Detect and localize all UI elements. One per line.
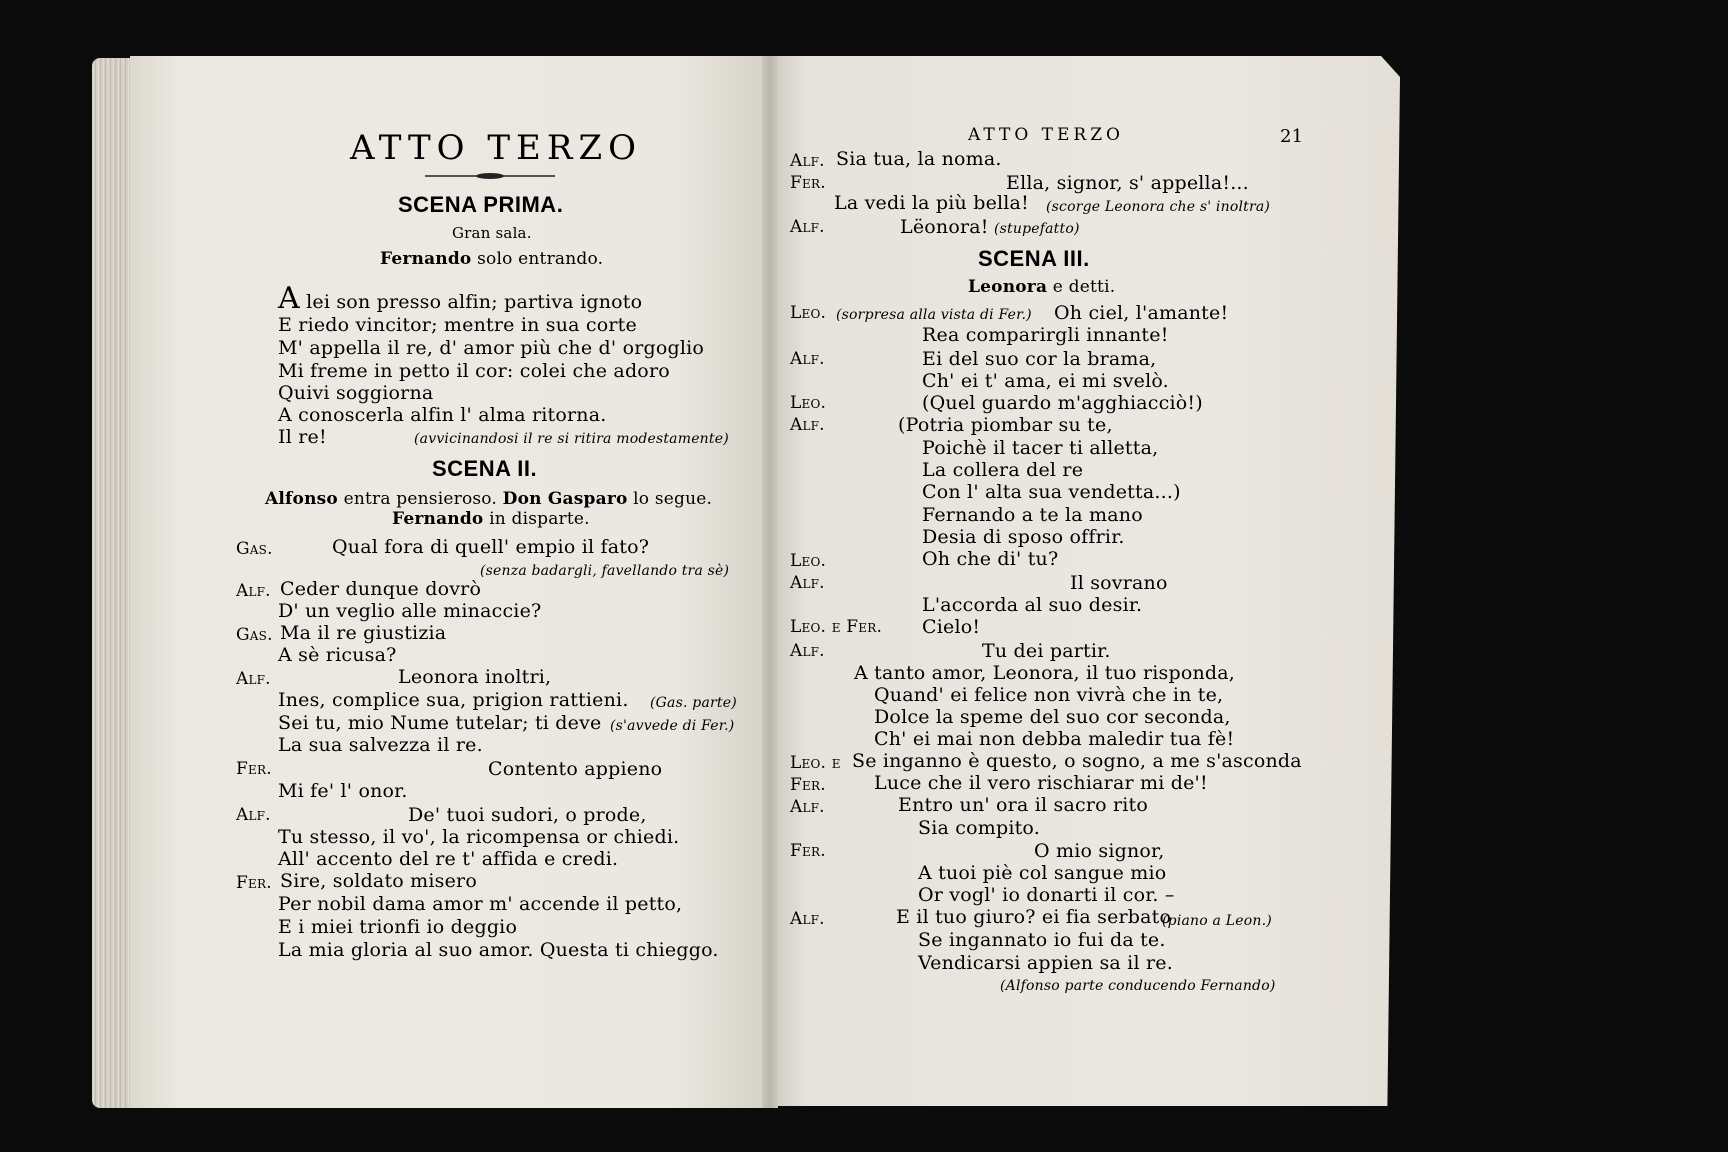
stage-direction: (scorge Leonora che s' inoltra) bbox=[1046, 199, 1271, 215]
running-head: ATTO TERZO bbox=[968, 125, 1124, 145]
dialogue-line: Dolce la speme del suo cor seconda, bbox=[874, 706, 1231, 728]
speaker-label: Leo. e bbox=[790, 753, 841, 773]
stage-direction: (piano a Leon.) bbox=[1162, 913, 1272, 929]
dialogue-line: Or vogl' io donarti il cor. – bbox=[918, 884, 1175, 906]
dialogue-line: A sè ricusa? bbox=[278, 644, 397, 666]
verse-line: E riedo vincitor; mentre in sua corte bbox=[278, 314, 637, 336]
dialogue-line: Oh che di' tu? bbox=[922, 548, 1059, 570]
dialogue-line: Vendicarsi appien sa il re. bbox=[918, 952, 1173, 974]
speaker-label: Fer. bbox=[790, 173, 826, 193]
dialogue-line: Se ingannato io fui da te. bbox=[918, 929, 1166, 951]
dialogue-line: Ch' ei t' ama, ei mi svelò. bbox=[922, 370, 1169, 392]
speaker-label: Leo. bbox=[790, 303, 827, 323]
dialogue-line: O mio signor, bbox=[1034, 840, 1165, 862]
speaker-label: Alf. bbox=[790, 573, 825, 593]
dialogue-line: Entro un' ora il sacro rito bbox=[898, 794, 1149, 816]
dialogue-line: Se inganno è questo, o sogno, a me s'asconda bbox=[852, 750, 1302, 772]
character-name: Fernando bbox=[392, 509, 484, 529]
dialogue-line: La vedi la più bella! bbox=[834, 192, 1029, 214]
opening-verse bbox=[278, 281, 643, 316]
dialogue-line: Ch' ei mai non debba maledir tua fè! bbox=[874, 728, 1235, 750]
speaker-label: Leo. bbox=[790, 393, 827, 413]
scena-3-title: SCENA III. bbox=[978, 246, 1090, 271]
verse-line: Mi freme in petto il cor: colei che adoro bbox=[278, 360, 670, 382]
speaker-label: Alf. bbox=[790, 909, 825, 929]
dialogue-line: Rea comparirgli innante! bbox=[922, 324, 1169, 346]
character-name: Alfonso bbox=[265, 489, 338, 509]
character-name: Don Gasparo bbox=[502, 489, 628, 509]
dialogue-line: Ma il re giustizia bbox=[280, 622, 447, 644]
stage-direction: (senza badargli, favellando tra sè) bbox=[480, 563, 730, 579]
verse-line: Quivi soggiorna bbox=[278, 382, 434, 404]
verse-line: Il re! bbox=[278, 426, 327, 448]
speaker-label: Alf. bbox=[236, 581, 271, 601]
scena-1-title: SCENA PRIMA. bbox=[398, 192, 564, 217]
verse-line: A conoscerla alfin l' alma ritorna. bbox=[278, 404, 607, 426]
dialogue-line: E il tuo giuro? ei fia serbato bbox=[896, 906, 1172, 928]
dialogue-line: Ceder dunque dovrò bbox=[280, 578, 482, 600]
dialogue-line: Mi fe' l' onor. bbox=[278, 780, 408, 802]
dialogue-line: De' tuoi sudori, o prode, bbox=[408, 804, 647, 826]
dialogue-line: (Potria piombar su te, bbox=[898, 414, 1113, 436]
speaker-label: Alf. bbox=[790, 349, 825, 369]
dialogue-line: La collera del re bbox=[922, 459, 1084, 481]
dialogue-line: La sua salvezza il re. bbox=[278, 734, 483, 756]
dialogue-line: Ei del suo cor la brama, bbox=[922, 348, 1157, 370]
stage-direction: entra pensieroso. bbox=[343, 489, 498, 509]
dialogue-line: Leonora inoltri, bbox=[398, 666, 552, 688]
stage-direction: (Alfonso parte conducendo Fernando) bbox=[1000, 978, 1276, 994]
scena-1-direction bbox=[380, 248, 603, 270]
speaker-label: Leo. bbox=[790, 551, 827, 571]
scena-2-title: SCENA II. bbox=[432, 456, 538, 481]
stage-direction: (avvicinandosi il re si ritira modestamente) bbox=[414, 431, 729, 447]
scena-3-direction bbox=[968, 276, 1115, 298]
dialogue-line: A tuoi piè col sangue mio bbox=[918, 862, 1167, 884]
scena-2-direction-2 bbox=[392, 508, 590, 530]
stage-direction: lo segue. bbox=[633, 489, 713, 509]
dialogue-line: Sia tua, la noma. bbox=[836, 148, 1002, 170]
speaker-label: Gas. bbox=[236, 625, 273, 645]
speaker-label: Leo. e Fer. bbox=[790, 617, 883, 637]
stage-direction: (stupefatto) bbox=[994, 221, 1080, 237]
speaker-label: Alf. bbox=[236, 669, 271, 689]
speaker-label: Fer. bbox=[790, 775, 826, 795]
dialogue-line: Sire, soldato misero bbox=[280, 870, 477, 892]
dialogue-line: Qual fora di quell' empio il fato? bbox=[332, 536, 650, 558]
dialogue-line: Contento appieno bbox=[488, 758, 663, 780]
speaker-label: Alf. bbox=[790, 415, 825, 435]
speaker-label: Fer. bbox=[236, 759, 272, 779]
character-name: Fernando bbox=[380, 249, 472, 269]
speaker-label: Alf. bbox=[790, 217, 825, 237]
stage-direction: (s'avvede di Fer.) bbox=[610, 718, 735, 734]
drop-initial: A bbox=[278, 281, 300, 316]
speaker-label: Alf. bbox=[790, 151, 825, 171]
scena-1-setting: Gran sala. bbox=[452, 224, 532, 242]
dialogue-line: Con l' alta sua vendetta...) bbox=[922, 481, 1181, 503]
stage-direction: (sorpresa alla vista di Fer.) bbox=[836, 307, 1032, 323]
speaker-label: Alf. bbox=[790, 641, 825, 661]
speaker-label: Fer. bbox=[236, 873, 272, 893]
dialogue-line: Cielo! bbox=[922, 616, 981, 638]
dialogue-line: Luce che il vero rischiarar mi de'! bbox=[874, 772, 1208, 794]
dialogue-line: La mia gloria al suo amor. Questa ti chieggo. bbox=[278, 939, 719, 961]
dialogue-line: Quand' ei felice non vivrà che in te, bbox=[874, 684, 1224, 706]
verse-line: M' appella il re, d' amor più che d' orgoglio bbox=[278, 337, 705, 359]
stage-direction: e detti. bbox=[1052, 277, 1116, 297]
dialogue-line: (Quel guardo m'agghiacciò!) bbox=[922, 392, 1203, 414]
dialogue-line: E i miei trionfi io deggio bbox=[278, 916, 518, 938]
dialogue-line: Fernando a te la mano bbox=[922, 504, 1143, 526]
dialogue-line: Sia compito. bbox=[918, 817, 1040, 839]
scena-2-direction bbox=[265, 488, 712, 510]
dialogue-line: Ines, complice sua, prigion rattieni. bbox=[278, 689, 629, 711]
dialogue-line: All' accento del re t' affida e credi. bbox=[278, 848, 619, 870]
book-gutter bbox=[762, 56, 778, 1108]
act-heading: ATTO TERZO bbox=[350, 128, 642, 168]
dialogue-line: Desia di sposo offrir. bbox=[922, 526, 1125, 548]
dialogue-line: A tanto amor, Leonora, il tuo risponda, bbox=[854, 662, 1236, 684]
dialogue-line: Oh ciel, l'amante! bbox=[1054, 302, 1229, 324]
dialogue-line: Tu dei partir. bbox=[982, 640, 1111, 662]
dialogue-line: D' un veglio alle minaccie? bbox=[278, 600, 542, 622]
ornament-rule bbox=[425, 172, 555, 180]
dialogue-line: Il sovrano bbox=[1070, 572, 1168, 594]
verse-text: lei son presso alfin; partiva ignoto bbox=[306, 291, 643, 313]
dialogue-line: L'accorda al suo desir. bbox=[922, 594, 1143, 616]
stage-direction: in disparte. bbox=[489, 509, 590, 529]
speaker-label: Alf. bbox=[236, 805, 271, 825]
dialogue-line: Poichè il tacer ti alletta, bbox=[922, 437, 1159, 459]
dialogue-line: Per nobil dama amor m' accende il petto, bbox=[278, 893, 683, 915]
page-number: 21 bbox=[1280, 126, 1304, 147]
speaker-label: Alf. bbox=[790, 797, 825, 817]
dialogue-line: Tu stesso, il vo', la ricompensa or chiedi. bbox=[278, 826, 680, 848]
dialogue-line: Sei tu, mio Nume tutelar; ti deve bbox=[278, 712, 602, 734]
stage-direction: (Gas. parte) bbox=[650, 695, 737, 711]
speaker-label: Gas. bbox=[236, 539, 273, 559]
dialogue-line: Lëonora! bbox=[900, 216, 989, 238]
character-name: Leonora bbox=[968, 277, 1048, 297]
dialogue-line: Ella, signor, s' appella!... bbox=[1006, 172, 1249, 194]
stage-direction: solo entrando. bbox=[477, 249, 604, 269]
speaker-label: Fer. bbox=[790, 841, 826, 861]
